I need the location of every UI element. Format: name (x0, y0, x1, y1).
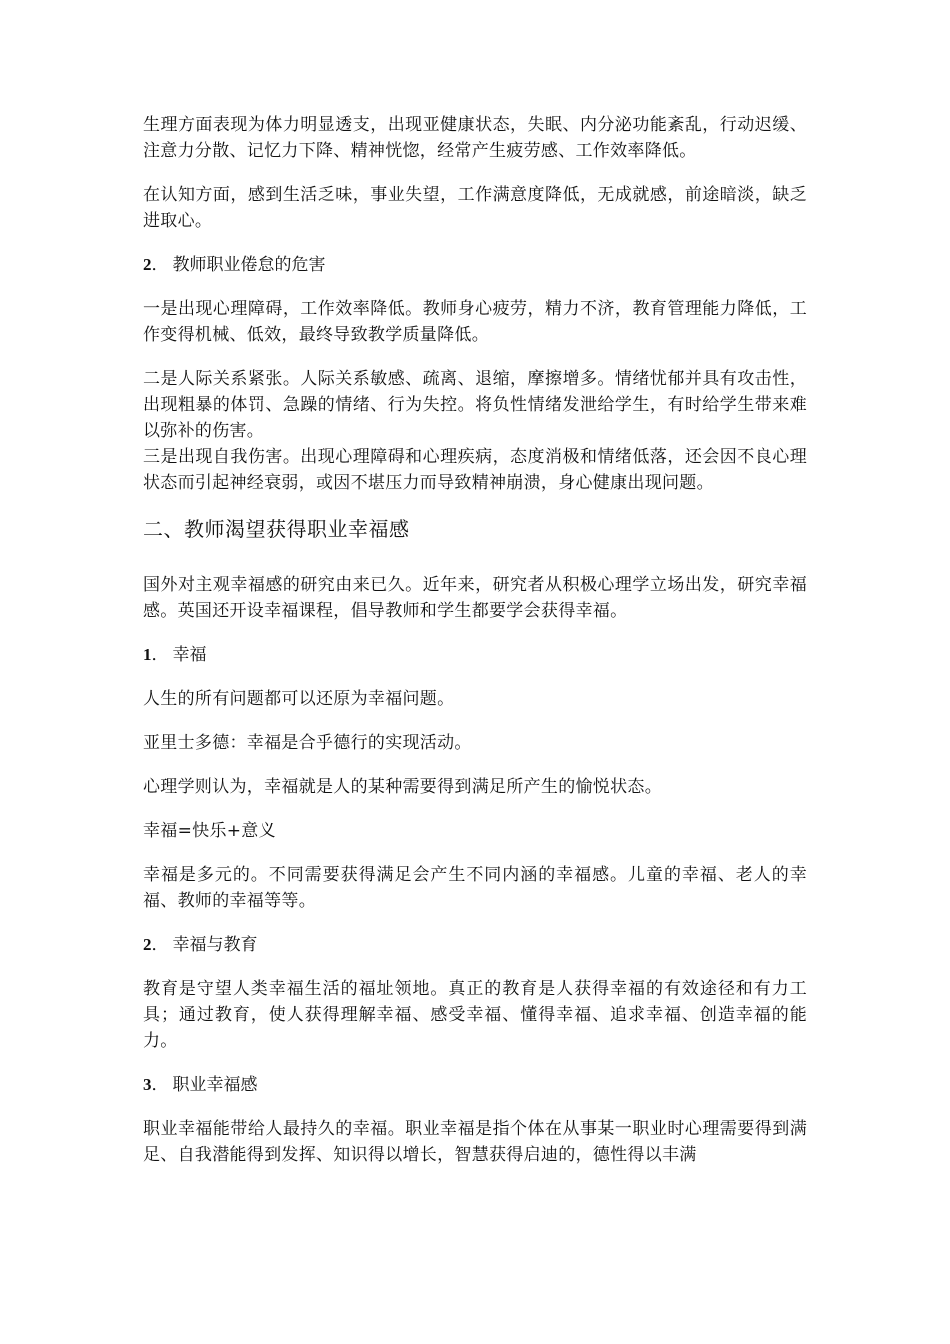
section-heading-happiness: 二、教师渴望获得职业幸福感 (143, 517, 410, 541)
subheading-happiness-education (143, 932, 807, 958)
subheading-dot: ． (151, 1075, 169, 1095)
paragraph-education: 教育是守望人类幸福生活的福址领地。真正的教育是人获得幸福的有效途径和有力工具；通过教育，使人获得理解幸福、感受幸福、懂得幸福、追求幸福、创造幸福的能力。 (143, 979, 807, 1051)
subheading-text: 幸福与教育 (172, 935, 258, 955)
paragraph-pluralism: 幸福是多元的。不同需要获得满足会产生不同内涵的幸福感。儿童的幸福、老人的幸福、教师的幸福等等。 (143, 865, 807, 911)
subheading-number: 3 (143, 1075, 152, 1094)
document-page (143, 112, 807, 1186)
subheading-dot: ． (151, 935, 169, 955)
paragraph-life-problems: 人生的所有问题都可以还原为幸福问题。 (143, 689, 455, 709)
paragraph-harm-one: 一是出现心理障碍，工作效率降低。教师身心疲劳，精力不济，教育管理能力降低，工作变得机械、低效，最终导致教学质量降低。 (143, 299, 807, 345)
subheading-text: 幸福 (172, 645, 207, 665)
subheading-dot: ． (151, 255, 169, 275)
subheading-text: 职业幸福感 (172, 1075, 258, 1095)
paragraph-harm-three: 三是出现自我伤害。出现心理障碍和心理疾病，态度消极和情绪低落，还会因不良心理状态而引起神经衰弱，或因不堪压力而导致精神崩溃，身心健康出现问题。 (143, 447, 807, 493)
subheading-professional-happiness (143, 1072, 807, 1098)
subheading-number: 2 (143, 935, 152, 954)
subheading-happiness (143, 642, 807, 668)
paragraph-harm-two: 二是人际关系紧张。人际关系敏感、疏离、退缩，摩擦增多。情绪忧郁并具有攻击性，出现粗暴的体罚、急躁的情绪、行为失控。将负性情绪发泄给学生，有时给学生带来难以弥补的伤害。 (143, 369, 807, 441)
paragraph-research: 国外对主观幸福感的研究由来已久。近年来，研究者从积极心理学立场出发，研究幸福感。英国还开设幸福课程，倡导教师和学生都要学会获得幸福。 (143, 575, 807, 621)
paragraph-physiological: 生理方面表现为体力明显透支，出现亚健康状态，失眠、内分泌功能紊乱，行动迟缓、注意力分散、记忆力下降、精神恍惚，经常产生疲劳感、工作效率降低。 (143, 115, 807, 161)
subheading-text: 教师职业倦怠的危害 (172, 255, 326, 275)
subheading-number: 2 (143, 255, 152, 274)
subheading-burnout-harm (143, 252, 807, 278)
subheading-dot: ． (151, 645, 169, 665)
paragraph-professional: 职业幸福能带给人最持久的幸福。职业幸福是指个体在从事某一职业时心理需要得到满足、自我潜能得到发挥、知识得以增长，智慧获得启迪的，德性得以丰满 (143, 1119, 807, 1165)
paragraph-cognitive: 在认知方面，感到生活乏味，事业失望，工作满意度降低，无成就感，前途暗淡，缺乏进取心。 (143, 185, 807, 231)
paragraph-aristotle: 亚里士多德：幸福是合乎德行的实现活动。 (143, 733, 472, 753)
paragraph-psychology: 心理学则认为，幸福就是人的某种需要得到满足所产生的愉悦状态。 (143, 777, 662, 797)
subheading-number: 1 (143, 645, 152, 664)
paragraph-formula: 幸福=快乐+意义 (143, 821, 276, 841)
